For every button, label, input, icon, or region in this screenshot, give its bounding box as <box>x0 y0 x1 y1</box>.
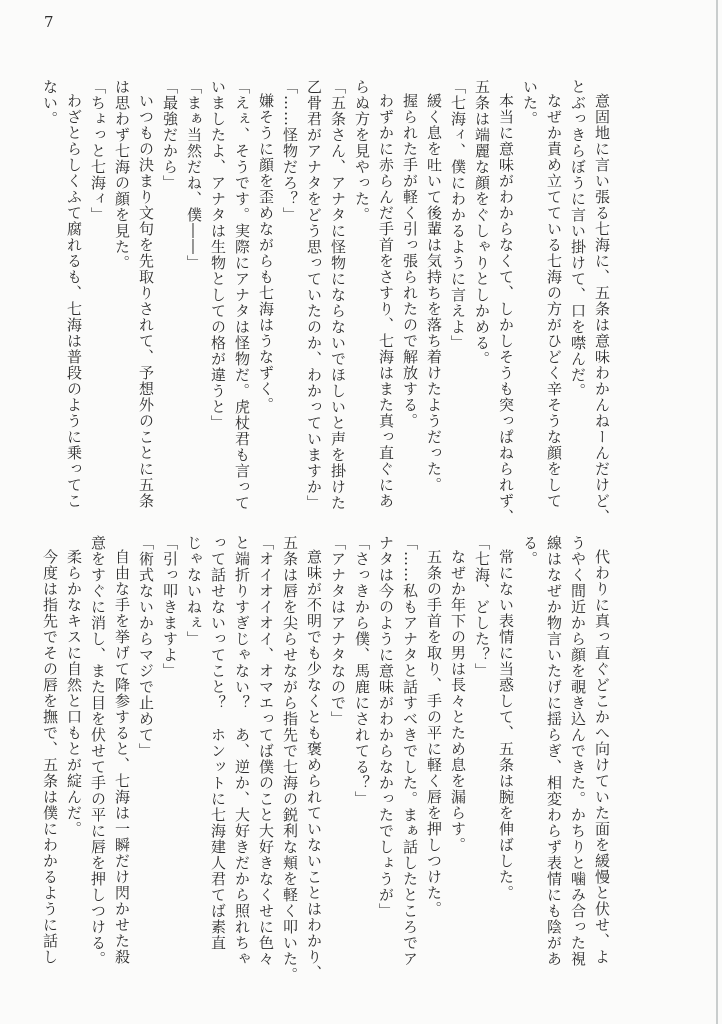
text-column: なぜか年下の男は長々とため息を漏らす。 <box>449 549 467 853</box>
text-column: 五条の手首を取り、手の平に軽く唇を押しつけた。 <box>425 549 443 917</box>
text-column: いた。 <box>521 79 539 127</box>
text-column: いましたよ、アナタは生物としての格が違うと」 <box>209 79 227 431</box>
text-column: 乙骨君がアナタをどう思っていたのか、わかっていますか」 <box>305 79 323 511</box>
text-column: じゃないねぇ」 <box>185 535 203 647</box>
text-column: うやく間近から顔を覗き込んできた。かちりと噛み合った視 <box>569 535 587 967</box>
text-column: と端折りすぎじゃない？ あ、逆か、大好きだから照れちゃ <box>233 535 251 967</box>
text-column: 「……私もアナタと話すべきでした。まぁ話したところでア <box>401 535 419 967</box>
text-block-bottom <box>38 535 614 983</box>
text-column: 今度は指先でその唇を撫で、五条は僕にわかるように話し <box>41 549 59 965</box>
text-column: は思わず七海の顔を見た。 <box>113 79 131 271</box>
text-column: 「最強だから」 <box>161 79 179 191</box>
text-column: 握られた手が軽く引っ張られたので解放する。 <box>401 93 419 429</box>
text-column: 自由な手を挙げて降参すると、七海は一瞬だけ閃かせた殺 <box>113 549 131 965</box>
text-column: 「七海ィ、僕にわかるように言えよ」 <box>449 79 467 351</box>
text-column: いつもの決まり文句を先取りされて、予想外のことに五条 <box>137 93 155 509</box>
text-column: 緩く息を吐いて後輩は気持ちを落ち着けたようだった。 <box>425 93 443 493</box>
text-column: 「七海、どした？」 <box>473 535 491 679</box>
text-column: 「えぇ、そうです。実際にアナタは怪物だ。虎杖君も言って <box>233 79 251 511</box>
text-column: って話せないってこと？ ホンットに七海建人君てば素直 <box>209 535 227 951</box>
text-column: 「さっきから僕、馬鹿にされてる？」 <box>353 535 371 807</box>
text-column: 常にない表情に当惑して、五条は腕を伸ばした。 <box>497 549 515 901</box>
text-column: 「……怪物だろ？」 <box>281 79 299 223</box>
text-column: 意固地に言い張る七海に、五条は意味わかんねーんだけど、 <box>593 93 611 525</box>
text-column: 「引っ叩きますよ」 <box>161 535 179 679</box>
text-column: 柔らかなキスに自然と口もとが綻んだ。 <box>65 549 83 837</box>
text-column: 意味が不明でも少なくとも褒められていないことはわかり、 <box>305 549 323 981</box>
text-column: 「まぁ当然だね、僕――」 <box>185 79 203 271</box>
text-column: 「オイオイオイ、オマエってば僕のこと大好きなくせに色々 <box>257 535 275 967</box>
text-column: なぜか責め立てている七海の方がひどく辛そうな顔をして <box>545 93 563 509</box>
text-column: 代わりに真っ直ぐどこかへ向けていた面を緩慢と伏せ、よ <box>593 549 611 965</box>
text-column: らぬ方を見やった。 <box>353 79 371 223</box>
text-column: 線はなぜか物言いたげに揺らぎ、相変わらず表情にも陰があ <box>545 535 563 967</box>
page-edge-line <box>716 0 718 1024</box>
text-column: 「術式ないからマジで止めて」 <box>137 535 155 759</box>
text-column: る。 <box>521 535 539 567</box>
text-column: 本当に意味がわからなくて、しかしそうも突っぱねられず、 <box>497 93 515 525</box>
page-number: 7 <box>44 13 54 31</box>
text-column: とぶっきらぼうに言い掛けて、口を噤んだ。 <box>569 79 587 399</box>
text-column: わずかに赤らんだ手首をさすり、七海はまた真っ直ぐにあ <box>377 93 395 509</box>
text-column: 「アナタはアナタなので」 <box>329 535 347 727</box>
text-column: 五条は端麗な顔をぐしゃりとしかめる。 <box>473 79 491 367</box>
text-column: 意をすぐに消し、また目を伏せて手の平に唇を押しつける。 <box>89 535 107 967</box>
text-column: 嫌そうに顔を歪めながらも七海はうなずく。 <box>257 93 275 413</box>
text-column: 五条は唇を尖らせながら指先で七海の鋭利な頬を軽く叩いた。 <box>281 535 299 983</box>
text-column: 「五条さん、アナタに怪物にならないでほしいと声を掛けた <box>329 79 347 511</box>
text-block-top <box>38 79 614 525</box>
text-column: わざとらしくふて腐れるも、七海は普段のように乗ってこ <box>65 93 83 509</box>
text-column: ナタは今のように意味がわからなかったでしょうが」 <box>377 535 395 919</box>
text-column: 「ちょっと七海ィ」 <box>89 79 107 223</box>
text-column: ない。 <box>41 79 59 127</box>
